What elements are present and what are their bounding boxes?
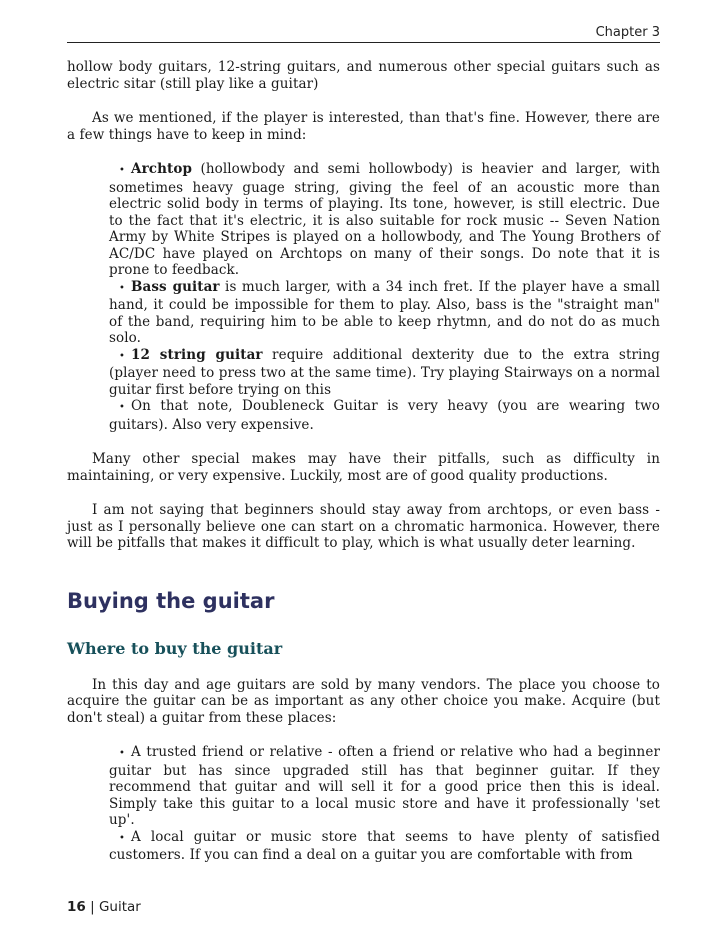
bullet-icon: • — [119, 402, 125, 413]
paragraph: In this day and age guitars are sold by many vendors. The place you choose to acquire the guitar can be as important as any other choice you make. Acquire (but don't steal) a guitar from these places: — [67, 676, 660, 726]
list-item-term: Archtop — [131, 161, 193, 177]
list-item — [109, 279, 660, 347]
bullet-icon: • — [119, 165, 125, 176]
list-item-text: is much larger, with a 34 inch fret. If the player have a small hand, it could be impossible for them to play. Also, bass is the "straight man" of the band, requiring him to be able to keep rhytmn, and do not do as much solo. — [109, 278, 660, 346]
list-item-text: require additional dexterity due to the extra string (player need to press two at the same time). Try playing Stairways on a normal guitar first before trying on this — [109, 346, 660, 398]
page-footer — [67, 898, 141, 916]
list-item — [109, 829, 660, 864]
list-item — [109, 744, 660, 829]
section-heading: Buying the guitar — [67, 588, 275, 613]
paragraph: hollow body guitars, 12-string guitars, and numerous other special guitars such as electric sitar (still play like a guitar) — [67, 59, 660, 92]
list-item-text: A trusted friend or relative - often a friend or relative who had a beginner guitar but has since upgraded still has that beginner guitar. If they recommend that guitar and will sell it for a good price then this is ideal. Simply take this guitar to a local music store and have it professionally 'set up'. — [109, 744, 660, 828]
list-item-text: A local guitar or music store that seems to have plenty of satisfied customers. If you can find a deal on a guitar you are comfortable with from — [109, 828, 660, 863]
book-title: Guitar — [98, 899, 141, 915]
page-number: 16 — [67, 899, 86, 915]
paragraph: Many other special makes may have their pitfalls, such as difficulty in maintaining, or very expensive. Luckily, most are of good quality productions. — [67, 451, 660, 484]
paragraph: I am not saying that beginners should stay away from archtops, or even bass - just as I personally believe one can start on a chromatic harmonica. However, there will be pitfalls that makes it difficult to play, which is what usually deter learning. — [67, 502, 660, 551]
chapter-label: Chapter 3 — [595, 25, 660, 40]
special-guitars-list — [109, 161, 660, 433]
page-body — [67, 59, 660, 882]
page — [67, 0, 660, 942]
bullet-icon: • — [119, 748, 125, 759]
bullet-icon: • — [119, 832, 125, 844]
list-item — [109, 347, 660, 399]
bullet-icon: • — [119, 350, 125, 362]
list-item-text: (hollowbody and semi hollowbody) is heavier and larger, with sometimes heavy guage string, giving the feel of an acoustic more than electric solid body in terms of playing. Its tone, however, is still electric. Due to the fact that it's electric, it is also suitable for rock music -- Seven Nation Army by White Stripes is played on a hollowbody, and The Young Brothers of AC/DC have played on Archtops on many of their songs. Do note that it is prone to feedback. — [109, 161, 660, 278]
list-item — [109, 398, 660, 433]
where-to-buy-list — [109, 744, 660, 864]
footer-separator: | — [85, 899, 99, 915]
list-item — [109, 161, 660, 279]
list-item-text: On that note, Doubleneck Guitar is very heavy (you are wearing two guitars). Also very expensive. — [109, 398, 660, 433]
list-item-term: Bass guitar — [131, 278, 220, 295]
subsection-heading: Where to buy the guitar — [67, 638, 283, 658]
running-header — [67, 25, 660, 43]
list-item-term: 12 string guitar — [131, 346, 263, 363]
paragraph: As we mentioned, if the player is interested, than that's fine. However, there are a few things have to keep in mind: — [67, 110, 660, 143]
bullet-icon: • — [119, 282, 125, 294]
